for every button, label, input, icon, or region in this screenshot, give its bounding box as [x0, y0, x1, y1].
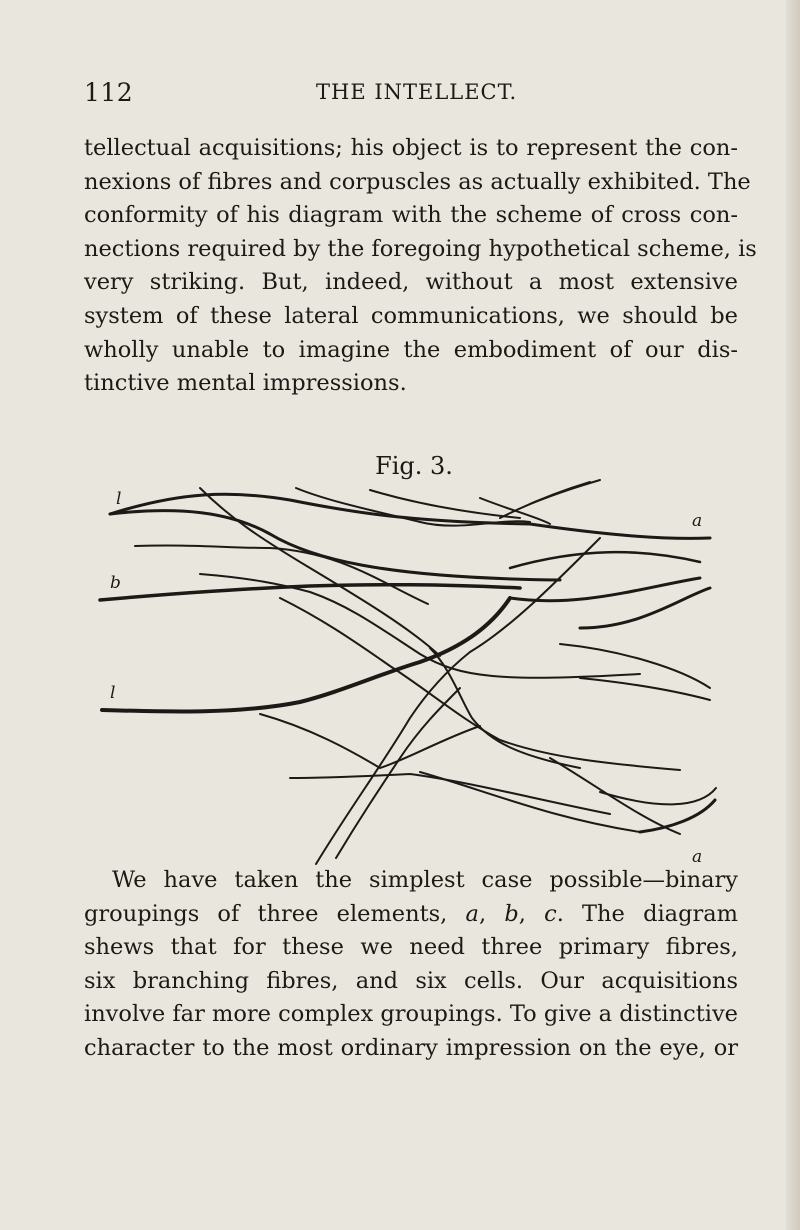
label-left-middle: b	[110, 573, 121, 593]
text-line: tinctive mental impressions.	[84, 370, 407, 397]
text-line: nexions of fibres and corpuscles as actually exhibited. The	[84, 168, 751, 195]
element-a: a	[465, 900, 479, 927]
fibre-line	[102, 598, 510, 712]
text-line: wholly unable to imagine the embodiment of our dis-	[84, 336, 738, 363]
fibre-line	[280, 598, 500, 740]
page-header	[84, 78, 724, 108]
fibre-line	[110, 494, 530, 524]
fibre-line	[580, 678, 710, 700]
paragraph-1	[84, 132, 757, 401]
fibre-diagram	[80, 478, 740, 868]
text-line: six branching fibres, and six cells. Our acquisitions	[84, 967, 738, 994]
label-left-top: l	[116, 489, 122, 509]
text-line: system of these lateral communications, we should be	[84, 302, 738, 329]
page-edge-shadow	[786, 0, 800, 1230]
fibre-line	[510, 552, 700, 568]
element-b: b	[504, 900, 519, 927]
text-line: shews that for these we need three primary fibres,	[84, 934, 738, 961]
fibre-line	[260, 714, 480, 768]
figure-caption: Fig. 3.	[375, 452, 453, 480]
fibre-line	[600, 788, 716, 804]
text-line: character to the most ordinary impression on the eye, or	[84, 1034, 738, 1061]
fibre-line	[420, 772, 640, 832]
text-line: involve far more complex groupings. To give a distinctive	[84, 1001, 738, 1028]
text-line: nections required by the foregoing hypothetical scheme, is	[84, 235, 757, 262]
label-right-top: a	[692, 511, 703, 531]
text-line: conformity of his diagram with the scheme of cross con-	[84, 202, 738, 229]
text-line: tellectual acquisitions; his object is to represent the con-	[84, 135, 738, 161]
page-number: 112	[84, 78, 134, 107]
text-line: We have taken the simplest case possible—binary	[112, 867, 738, 893]
text-line: groupings of three elements, a, b, c. The diagram	[84, 900, 738, 927]
fibre-line	[336, 688, 460, 858]
running-head: THE INTELLECT.	[316, 80, 518, 104]
fibre-line	[290, 774, 610, 814]
text-line: very striking. But, indeed, without a most extensive	[84, 269, 738, 296]
label-left-bottom: l	[110, 683, 116, 703]
paragraph-2	[84, 864, 738, 1066]
label-right-bottom: a	[692, 847, 703, 867]
fibre-line	[530, 524, 710, 538]
element-c: c	[544, 900, 557, 927]
fibre-lines	[100, 480, 716, 864]
text-segment: groupings of three elements,	[84, 900, 466, 927]
fibre-line	[580, 588, 710, 628]
text-segment: . The diagram	[556, 900, 738, 927]
fibre-line	[560, 644, 710, 688]
